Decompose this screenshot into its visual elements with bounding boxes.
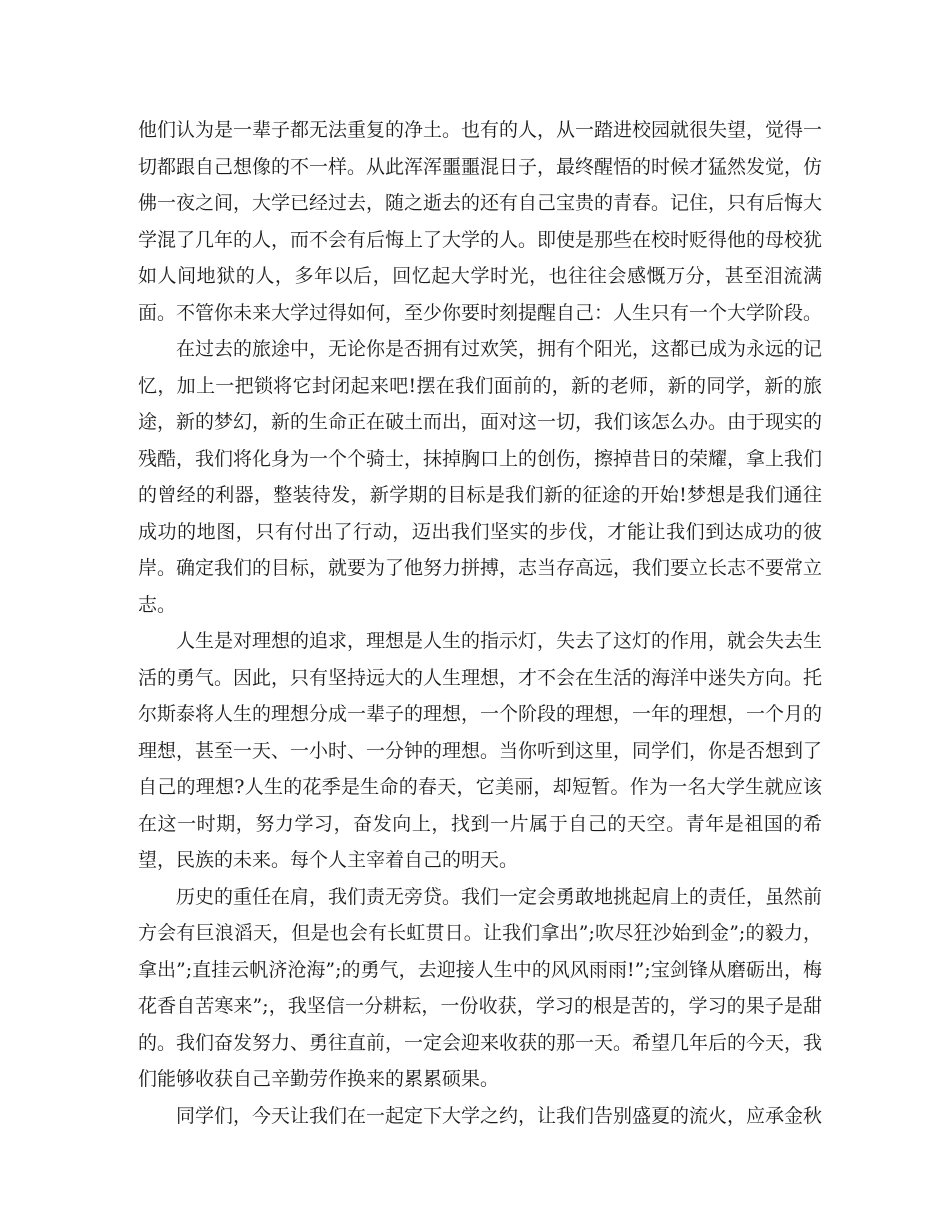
paragraph-5: 同学们，今天让我们在一起定下大学之约，让我们告别盛夏的流火，应承金秋	[176, 1104, 823, 1127]
paragraph-4: 历史的重任在肩，我们责无旁贷。我们一定会勇敢地挑起肩上的责任，虽然前方会有巨浪滔天，但是也会有长虹贯日。让我们拿出”;吹尽狂沙始到金”;的毅力，拿出”;直挂云帆济沧海”;的勇气，去迎接人生中的风风雨雨!”;宝剑锋从磨砺出，梅花香自苦寒来”;，我坚信一分耕耘，一份收获，学习的根是苦的，学习的果子是甜的。我们奋发努力、勇往直前，一定会迎来收获的那一天。希望几年后的今天，我们能够收获自己辛勤劳作换来的累累硕果。	[138, 885, 823, 1090]
paragraph-2: 在过去的旅途中，无论你是否拥有过欢笑，拥有个阳光，这都已成为永远的记忆，加上一把锁将它封闭起来吧!摆在我们面前的，新的老师，新的同学，新的旅途，新的梦幻，新的生命正在破土而出，面对这一切，我们该怎么办。由于现实的残酷，我们将化身为一个个骑士，抹掉胸口上的创伤，擦掉昔日的荣耀，拿上我们的曾经的利器，整装待发，新学期的目标是我们新的征途的开始!梦想是我们通往成功的地图，只有付出了行动，迈出我们坚实的步伐，才能让我们到达成功的彼岸。确定我们的目标，就要为了他努力拼搏，志当存高远，我们要立长志不要常立志。	[138, 338, 823, 616]
paragraph-3: 人生是对理想的追求，理想是人生的指示灯，失去了这灯的作用，就会失去生活的勇气。因此，只有坚持远大的人生理想，才不会在生活的海洋中迷失方向。托尔斯泰将人生的理想分成一辈子的理想，一个阶段的理想，一年的理想，一个月的理想，甚至一天、一小时、一分钟的理想。当你听到这里，同学们，你是否想到了自己的理想?人生的花季是生命的春天，它美丽，却短暂。作为一名大学生就应该在这一时期，努力学习，奋发向上，找到一片属于自己的天空。青年是祖国的希望，民族的未来。每个人主宰着自己的明天。	[138, 630, 823, 871]
document-body	[138, 112, 822, 1134]
paragraph-1: 他们认为是一辈子都无法重复的净土。也有的人，从一踏进校园就很失望，觉得一切都跟自己想像的不一样。从此浑浑噩噩混日子，最终醒悟的时候才猛然发觉，仿佛一夜之间，大学已经过去，随之逝去的还有自己宝贵的青春。记住，只有后悔大学混了几年的人，而不会有后悔上了大学的人。即使是那些在校时贬得他的母校犹如人间地狱的人，多年以后，回忆起大学时光，也往往会感慨万分，甚至泪流满面。不管你未来大学过得如何，至少你要时刻提醒自己：人生只有一个大学阶段。	[138, 119, 823, 324]
